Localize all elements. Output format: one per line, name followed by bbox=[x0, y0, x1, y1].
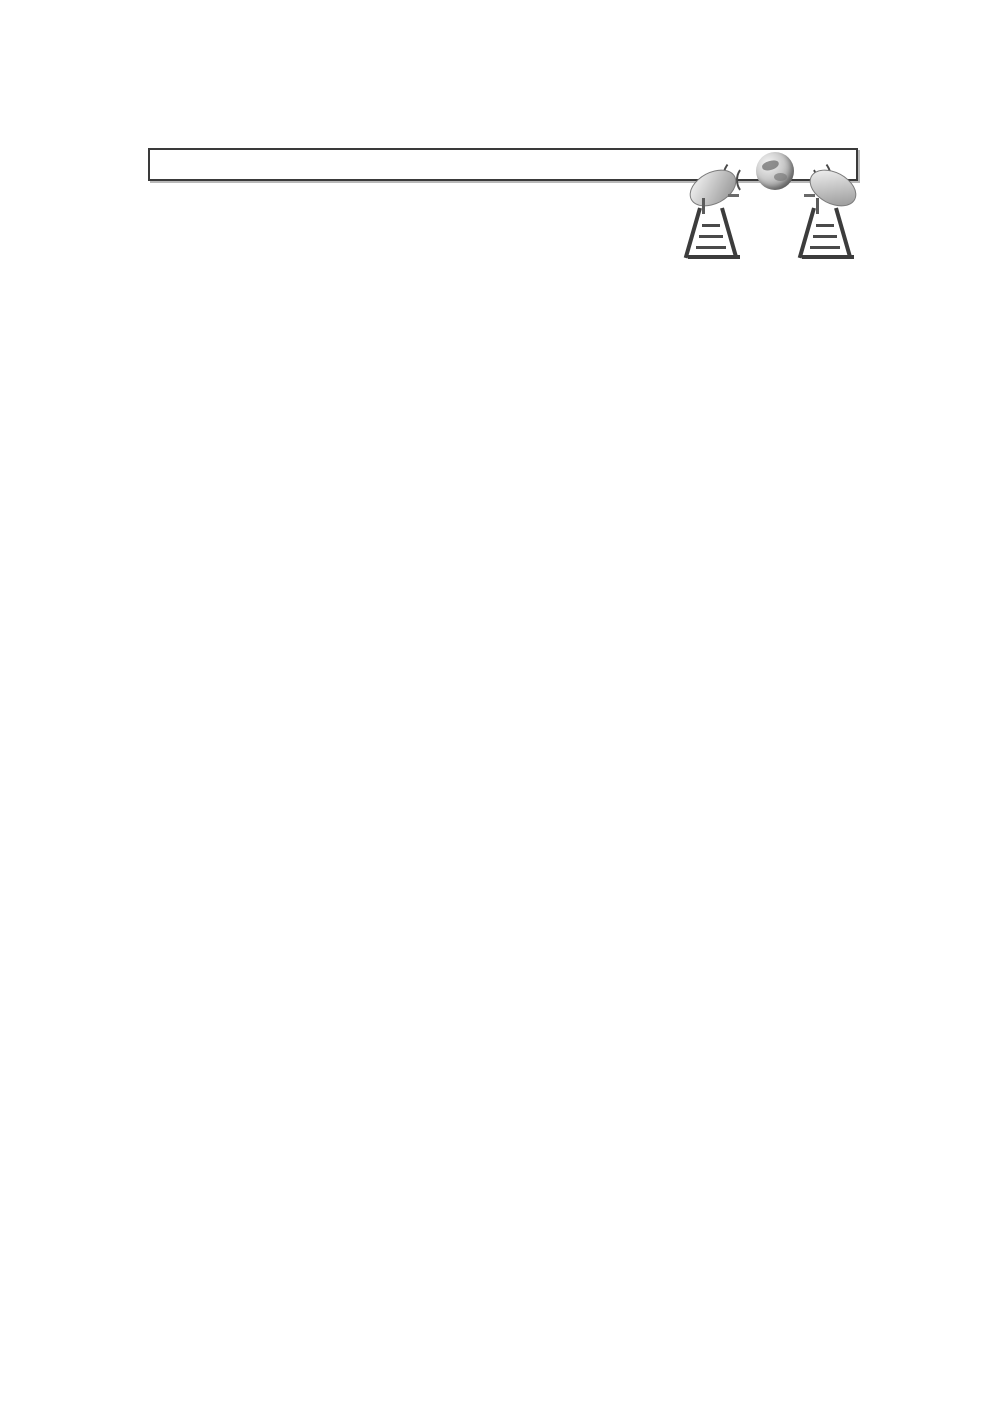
tower-base bbox=[802, 255, 854, 259]
dish-plate-right bbox=[803, 162, 862, 214]
tower-leg bbox=[720, 207, 738, 258]
satellite-dish-right bbox=[798, 166, 860, 258]
tower-base bbox=[688, 255, 740, 259]
dish-tower-right bbox=[800, 210, 856, 258]
dish-tower-left bbox=[686, 210, 742, 258]
globe-icon bbox=[756, 152, 794, 190]
tower-rung bbox=[699, 235, 723, 238]
wifi-illustration bbox=[678, 104, 866, 279]
tower-leg bbox=[684, 207, 702, 258]
dish-arm-right bbox=[804, 194, 815, 197]
dish-plate-left bbox=[683, 162, 742, 214]
tower-leg bbox=[834, 207, 852, 258]
tower-rung bbox=[702, 224, 720, 227]
satellite-dish-left bbox=[684, 166, 746, 258]
tower-leg bbox=[798, 207, 816, 258]
tower-rung bbox=[696, 246, 726, 249]
tower-rung bbox=[813, 235, 837, 238]
tower-rung bbox=[816, 224, 834, 227]
dish-arm-left bbox=[728, 194, 739, 197]
page-content bbox=[148, 132, 858, 279]
tower-rung bbox=[810, 246, 840, 249]
